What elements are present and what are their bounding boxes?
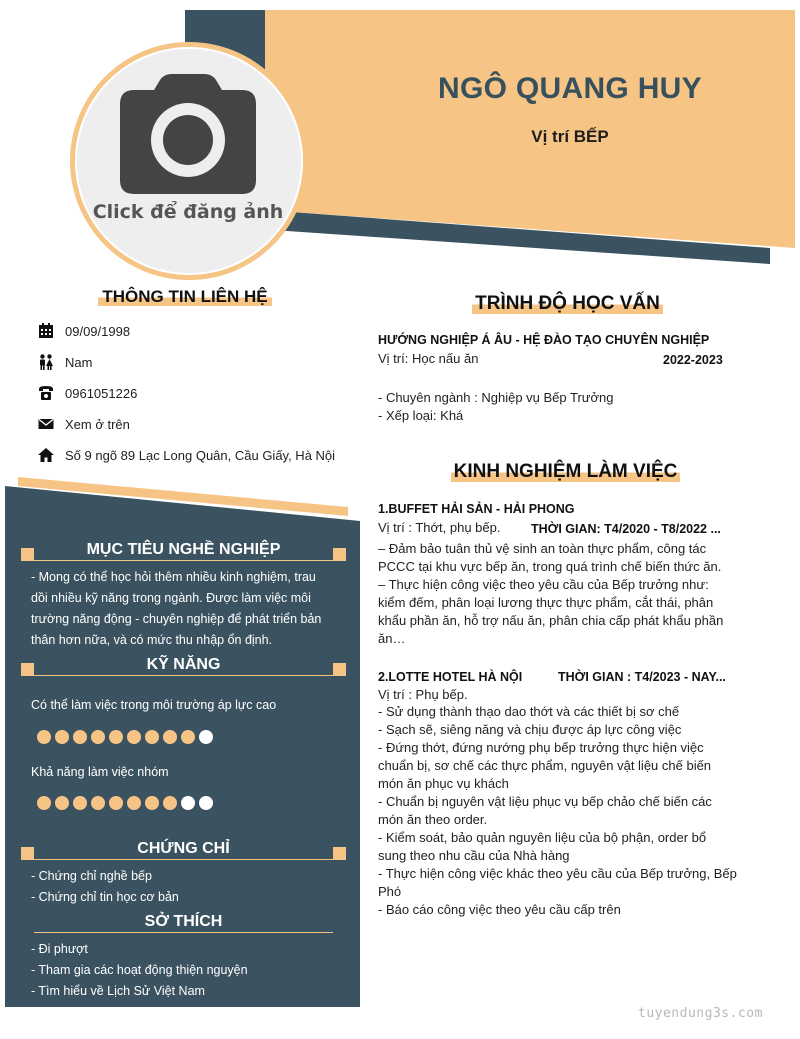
job-time: THỜI GIAN : T4/2023 - NAY... (558, 670, 726, 684)
contact-birthday (38, 320, 358, 342)
rating-dot-empty (199, 730, 213, 744)
calendar-icon (38, 323, 54, 339)
skill-rating (37, 730, 217, 744)
certificates-list (31, 866, 351, 908)
skills-title: KỸ NĂNG (146, 656, 221, 673)
skills-underline (34, 675, 333, 676)
education-years: 2022-2023 (663, 353, 723, 367)
rating-dot-filled (55, 796, 69, 810)
hobbies-underline (34, 932, 333, 933)
contact-title: THÔNG TIN LIÊN HỆ (80, 287, 290, 307)
rating-dot-filled (37, 730, 51, 744)
list-item: - Tham gia các hoạt động thiện nguyện (31, 963, 248, 977)
education-school: HƯỚNG NGHIỆP Á ÂU - HỆ ĐÀO TẠO CHUYÊN NGHIỆP (378, 333, 710, 347)
contact-address (38, 444, 358, 466)
contact-address-text: Số 9 ngõ 89 Lạc Long Quân, Cầu Giấy, Hà Nội (65, 447, 336, 463)
email-icon (38, 416, 54, 432)
rating-dot-filled (73, 730, 87, 744)
home-icon (38, 447, 54, 463)
certificates-marker-left (21, 847, 34, 860)
skill-name: Có thể làm việc trong môi trường áp lực cao (31, 698, 277, 712)
rating-dot-filled (127, 796, 141, 810)
education-details (378, 389, 738, 425)
rating-dot-filled (37, 796, 51, 810)
list-item: - Chứng chỉ tin học cơ bản (31, 890, 179, 904)
objective-title: MỤC TIÊU NGHỀ NGHIỆP (86, 541, 281, 558)
skill-name: Khả năng làm việc nhóm (31, 765, 169, 779)
job-role: Vị trí : Phụ bếp. (378, 687, 468, 702)
certificates-marker-right (333, 847, 346, 860)
certificates-title: CHỨNG CHỈ (137, 840, 230, 857)
objective-text: - Mong có thể học hỏi thêm nhiều kinh nghiệm, trau dồi nhiều kỹ năng trong ngành. Được làm việc môi trường năng động - chuyên nghiệp để phát triển bản thân hơn nữa, và có mức thu nhập ổn định. (31, 570, 322, 647)
hobbies-title: SỞ THÍCH (144, 913, 223, 930)
watermark: tuyendung3s.com (638, 1006, 763, 1021)
contact-gender-text: Nam (65, 354, 93, 370)
rating-dot-filled (127, 730, 141, 744)
rating-dot-filled (55, 730, 69, 744)
avatar-upload-hint[interactable]: Click để đăng ảnh (92, 201, 284, 223)
contact-phone-text: 0961051226 (65, 385, 138, 401)
education-role: Vị trí: Học nấu ăn (378, 351, 479, 366)
job-company: 2.LOTTE HOTEL HÀ NỘI (378, 670, 523, 684)
job-role: Vị trí : Thớt, phụ bếp. (378, 520, 501, 535)
job-description: - Sử dụng thành thạo dao thớt và các thiết bị sơ chế - Sạch sẽ, siêng năng và chịu được áp lực công việc - Đứng thớt, đứng nướng phụ bếp trưởng thực hiện việc chuẩn bị, sơ chế các thực phẩm, nguyên vật liệu chế biến món ăn phục vụ khách - Chuẩn bị nguyên vật liệu phục vụ bếp chảo chế biến các món ăn theo order. - Kiểm soát, bảo quản nguyên liệu của bộ phận, order bổ sung theo nhu cầu của Nhà hàng - Thực hiện công việc khác theo yêu cầu của Bếp trưởng, Bếp Phó - Báo cáo công việc theo yêu cầu cấp trên (378, 704, 737, 917)
list-item: - Đi phượt (31, 942, 88, 956)
rating-dot-filled (91, 730, 105, 744)
experience-title: KINH NGHIỆM LÀM VIỆC (378, 461, 753, 483)
contact-phone (38, 382, 358, 404)
rating-dot-filled (145, 796, 159, 810)
contact-birthday-text: 09/09/1998 (65, 323, 131, 339)
gender-icon (38, 354, 54, 370)
rating-dot-filled (109, 730, 123, 744)
job-description: – Đảm bảo tuân thủ vệ sinh an toàn thực phẩm, công tác PCCC tại khu vực bếp ăn, trong quá trình chế biến thức ăn. – Thực hiện công việc theo yêu cầu của Bếp trưởng như: kiểm đếm, phân loại lương thực thực phẩm, cắt thái, phân khẩu phần ăn, hỗ trợ nấu ăn, phân chia cấp phát khẩu phần ăn… (378, 541, 724, 646)
list-item: - Tìm hiểu về Lịch Sử Việt Nam (31, 984, 205, 998)
skill-rating (37, 796, 217, 810)
rating-dot-filled (181, 730, 195, 744)
rating-dot-filled (91, 796, 105, 810)
job-time: THỜI GIAN: T4/2020 - T8/2022 ... (531, 522, 721, 536)
objective-marker-left (21, 548, 34, 561)
rating-dot-empty (199, 796, 213, 810)
job-company: 1.BUFFET HẢI SẢN - HẢI PHONG (378, 502, 575, 516)
candidate-position: Vị trí BẾP (531, 127, 609, 146)
rating-dot-filled (163, 796, 177, 810)
list-item: - Xếp loại: Khá (378, 408, 464, 423)
rating-dot-filled (163, 730, 177, 744)
contact-email (38, 413, 358, 435)
contact-email-text: Xem ở trên (65, 416, 130, 432)
list-item: - Chứng chỉ nghề bếp (31, 869, 152, 883)
objective-underline (34, 560, 333, 561)
rating-dot-filled (73, 796, 87, 810)
education-title: TRÌNH ĐỘ HỌC VẤN (380, 293, 755, 315)
rating-dot-filled (109, 796, 123, 810)
skills-marker-right (333, 663, 346, 676)
camera-icon[interactable] (118, 74, 258, 196)
contact-gender (38, 351, 358, 373)
certificates-underline (34, 859, 333, 860)
skills-marker-left (21, 663, 34, 676)
candidate-name: NGÔ QUANG HUY (438, 72, 702, 105)
objective-marker-right (333, 548, 346, 561)
hobbies-list (31, 939, 351, 1002)
rating-dot-filled (145, 730, 159, 744)
rating-dot-empty (181, 796, 195, 810)
phone-icon (38, 385, 54, 401)
list-item: - Chuyên ngành : Nghiệp vụ Bếp Trưởng (378, 390, 614, 405)
